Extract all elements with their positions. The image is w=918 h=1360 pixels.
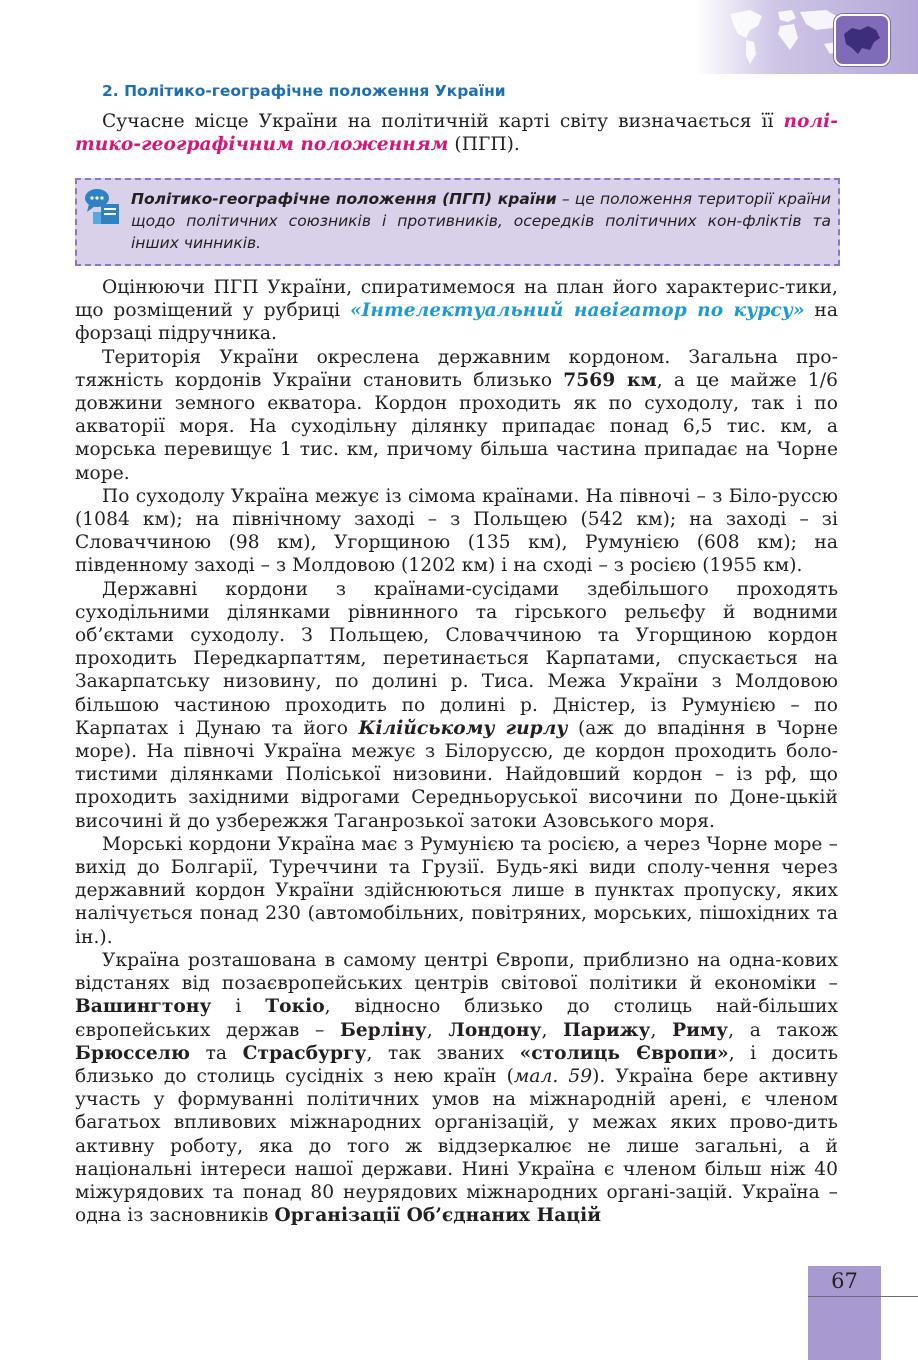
paragraph: Оцінюючи ПГП України, спиратимемося на план його характерис-тики, що розміщений у рубриці «Інтелектуальний навігатор по курсу» на форзаці підручника. [75,277,838,345]
ukraine-map-icon [840,20,884,60]
paragraph: По суходолу Україна межує із сімома країнами. На півночі – з Біло-руссю (1084 км); на північному заході – з Польщею (542 км); на заході – зі Словаччиною (98 км), Угорщиною (135 км), Румунією (608 км); на південному заході – з Молдовою (1202 км) і на сході – з росією (1955 км). [75,485,838,577]
body-text [75,276,838,1227]
un-name: Організації Об’єднаних Націй [274,1205,602,1227]
figure-reference: мал. 59 [513,1065,593,1087]
ukraine-badge [834,14,890,66]
page-divider [808,1296,918,1297]
paragraph: Україна розташована в самому центрі Європи, приблизно на одна-кових відстанях від позаєвропейських центрів світової політики й економіки – Вашингтону і Токіо, відносно близько до столиць най-більших європейських держав – Берліну, Лондону, Парижу, Риму, а також Брюсселю та Страсбургу, так званих «столиць Європи», і досить близько до столиць сусідніх з нею країн (мал. 59). Україна бере активну участь у формуванні політичних умов на міжнародній арені, є членом багатьох впливових міжнародних організацій, у межах яких прово-дить активну роботу, яка до того ж віддзеркалює не лише загальні, а й національні інтереси нашої держави. Нині Україна є членом більш ніж 40 міжурядових та понад 80 неурядових міжнародних органі-зацій. Україна – одна із засновників Організації Об’єднаних Націй [75,949,839,1227]
definition-body: – це положення території країни щодо політичних союзників і противників, осередків політичних кон-фліктів та інших чинників. [131,190,831,252]
navigator-link-text: «Інтелектуальний навігатор по курсу» [349,300,805,322]
page-number: 67 [831,1269,858,1293]
intro-text: Сучасне місце України на політичній карті світу визначається її [102,111,784,132]
border-length: 7569 км [563,369,657,391]
section-heading: 2. Політико-географічне положення України [102,82,506,100]
intro-paragraph [75,110,838,156]
paragraph: Територія України окреслена державним кордоном. Загальна про-тяжність кордонів України становить близько 7569 км, а це майже 1/6 довжини земного екватора. Кордон проходить як по суходолу, так і по акваторії моря. На суходільну ділянку припадає понад 6,5 тис. км, а морська перевищує 1 тис. км, причому більша частина припадає на Чорне море. [75,346,839,484]
intro-abbr: (ПГП). [448,134,520,156]
pgp-term: полі-тико-географічним положенням [75,111,838,156]
definition-term: Політико-географічне положення (ПГП) країни [131,190,557,208]
paragraph: Державні кордони з країнами-сусідами здебільшого проходять суходільними ділянками рівнинного та гірського рельєфу й водними об’єктами суходолу. З Польщею, Словаччиною та Угорщиною кордон проходить Передкарпаттям, перетинається Карпатами, спускається на Закарпатську низовину, по долині р. Тиса. Межа України з Молдовою більшою частиною проходить по долині р. Дністер, із Румунією – по Карпатах і Дунаю та його Кілійському гирлу (аж до впадіння в Чорне море). На півночі Україна межує з Білоруссю, де кордон проходить боло-тистими ділянками Поліської низовини. Найдовший кордон – із рф, що проходить західними відрогами Середньоруської височини по Доне-цькій височині й до узбережжя Таганрозької затоки Азовського моря. [75,578,839,832]
kiliia-term: Кілійському гирлу [358,717,568,739]
corner-decoration [696,0,918,74]
definition-text [131,188,831,254]
chat-book-icon [83,186,123,226]
definition-box [75,178,840,266]
paragraph: Морські кордони Україна має з Румунією та росією, а через Чорне море – вихід до Болгарії, Туреччини та Грузії. Будь-які види сполу-чення через державний кордон України здійснюються лише в пунктах пропуску, яких налічується понад 230 (автомобільних, повітряних, морських, пішохідних та ін.). [75,833,838,948]
